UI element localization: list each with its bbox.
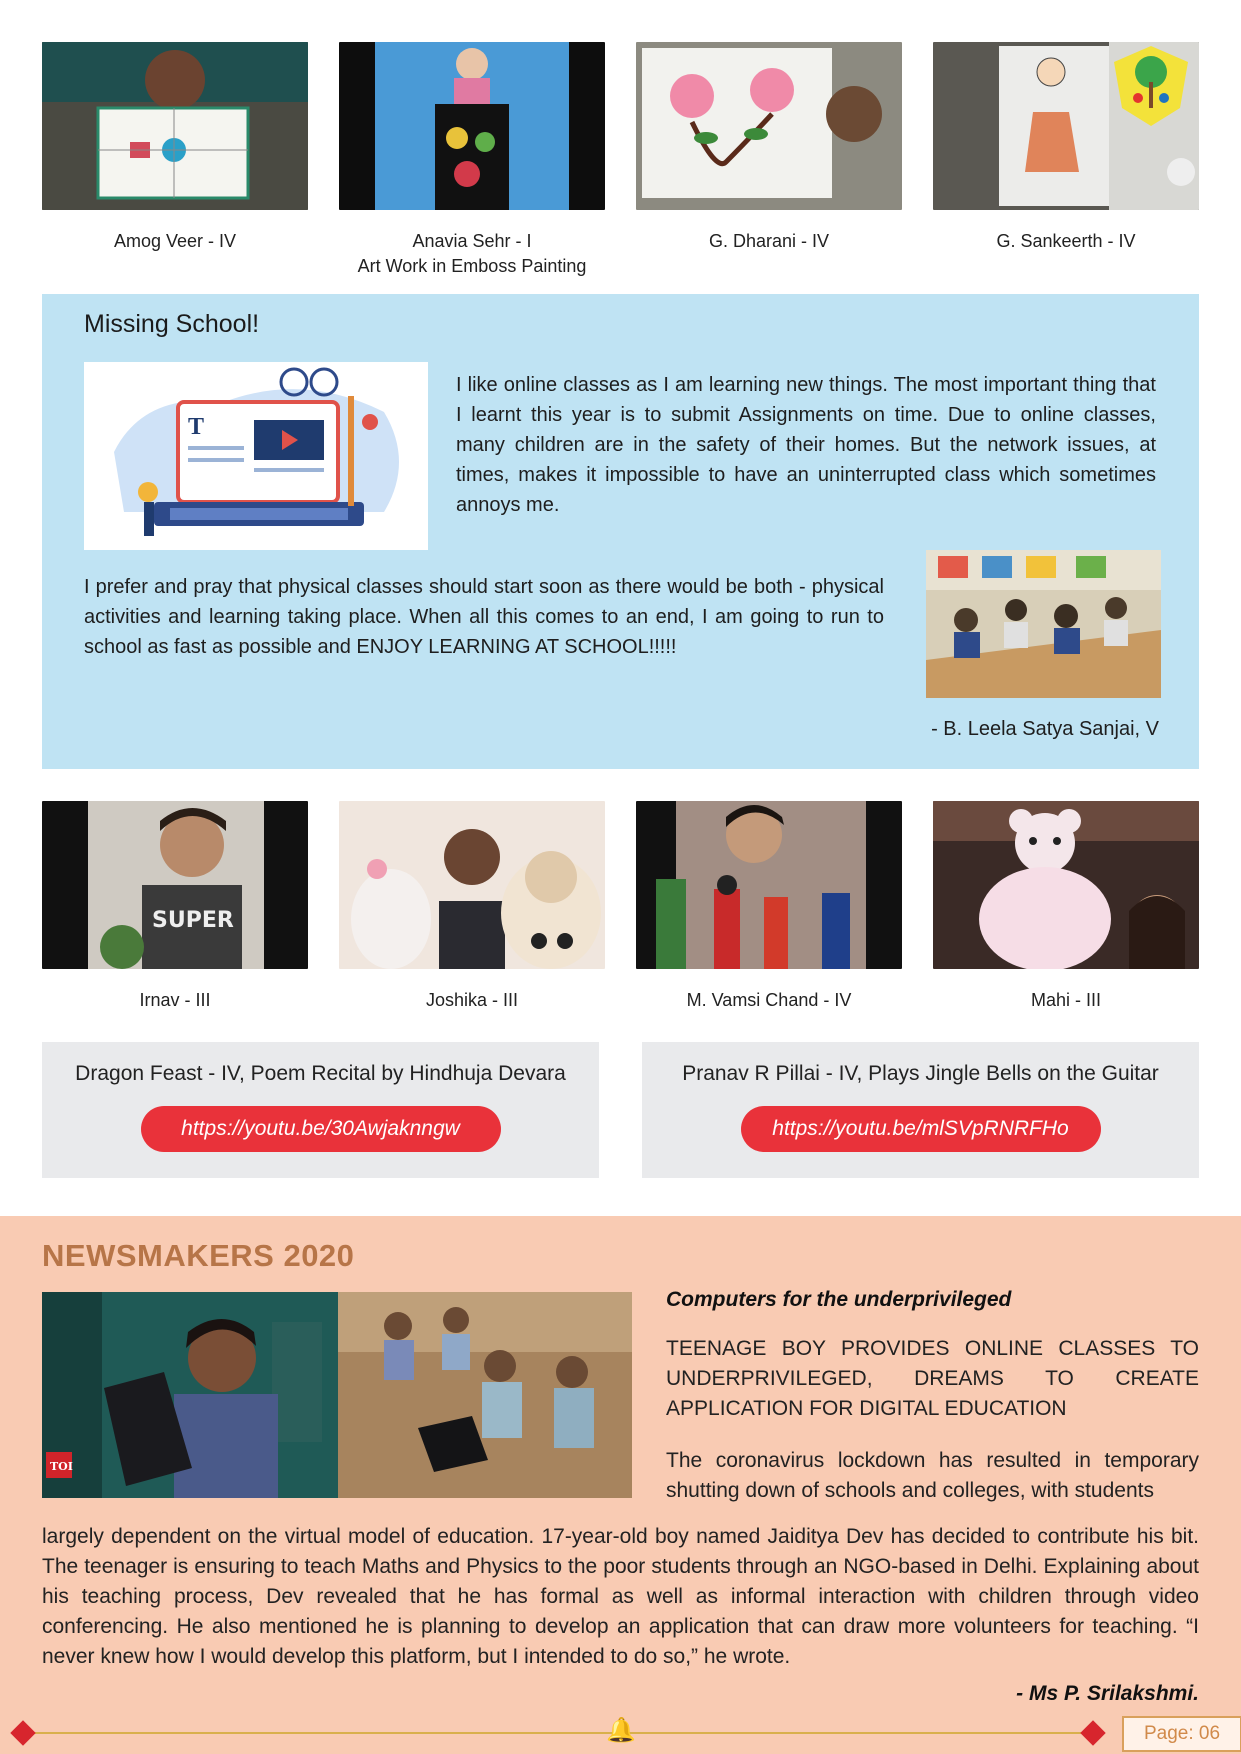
photo-joshika [339, 801, 605, 969]
newsmakers-headline [666, 1334, 1199, 1424]
footer-ornament-right-icon [1080, 1720, 1105, 1745]
footer-divider [20, 1732, 1100, 1734]
online-learning-illustration [84, 362, 428, 550]
caption-m-vamsi-chand: M. Vamsi Chand - IV [686, 990, 852, 1010]
svg-text:T: T [188, 414, 205, 440]
photo-mahi [933, 801, 1199, 969]
page-number: Page: 06 [1122, 1716, 1241, 1752]
footer-ornament-left-icon [10, 1720, 35, 1745]
newsmakers-photo [42, 1292, 632, 1498]
missing-school-panel [42, 294, 1199, 769]
newsmakers-headline-line1: TEENAGE BOY PROVIDES ONLINE CLASSES TO UNDERPRIVILEGED, DREAMS TO CREATE [666, 1337, 1199, 1390]
footer-bell-icon: 🔔 [606, 1717, 636, 1744]
panel-title: Missing School! [84, 310, 260, 338]
video-link-jingle-bells[interactable]: https://youtu.be/mlSVpRNRFHo [741, 1106, 1101, 1152]
caption-irnav: Irnav - III [139, 990, 211, 1010]
caption-anavia-artwork: Art Work in Emboss Painting [357, 256, 587, 276]
missing-school-para1: I like online classes as I am learning new things. The most important thing that I learnt this year is to submit Assignments on time. Due to online classes, many children are in the safety of their homes. But the network issues, at times, makes it impossible to have an uninterrupted class which sometimes annoys me. [456, 374, 1156, 516]
video-box-jingle-bells [642, 1042, 1199, 1178]
photo-amog-veer [42, 42, 308, 210]
caption-joshika: Joshika - III [425, 990, 519, 1010]
photo-g-dharani [636, 42, 902, 210]
newsmakers-title: NEWSMAKERS 2020 [42, 1238, 355, 1273]
missing-school-para2: I prefer and pray that physical classes should start soon as there would be both - physical activities and learning taking place. When all this comes to an end, I am going to run to school as fast as possible and ENJOY LEARNING AT SCHOOL!!!!! [84, 576, 884, 658]
video-title-jingle-bells: Pranav R Pillai - IV, Plays Jingle Bells on the Guitar [682, 1062, 1159, 1085]
toi-badge: TOI [50, 1460, 73, 1473]
classroom-photo [926, 550, 1161, 698]
newsmakers-subtitle: Computers for the underprivileged [666, 1288, 1012, 1311]
school-logo [1108, 42, 1194, 128]
video-title-dragon-feast: Dragon Feast - IV, Poem Recital by Hindhuja Devara [75, 1062, 566, 1085]
caption-amog-veer: Amog Veer - IV [113, 231, 237, 251]
caption-g-sankeerth: G. Sankeerth - IV [996, 231, 1136, 251]
newsmakers-signature: - Ms P. Srilakshmi. [1016, 1682, 1199, 1705]
newsmakers-section [0, 1216, 1241, 1754]
photo-anavia-sehr [339, 42, 605, 210]
caption-anavia-sehr: Anavia Sehr - I [412, 231, 532, 251]
photo-m-vamsi-chand [636, 801, 902, 969]
video-box-dragon-feast [42, 1042, 599, 1178]
caption-g-dharani: G. Dharani - IV [708, 231, 830, 251]
newsmakers-para1: The coronavirus lockdown has resulted in temporary shutting down of schools and colleges, with students [666, 1449, 1199, 1502]
photo-irnav [42, 801, 308, 969]
svg-text:SUPER: SUPER [152, 908, 234, 933]
missing-school-author: - B. Leela Satya Sanjai, V [931, 718, 1159, 740]
video-link-dragon-feast[interactable]: https://youtu.be/30Awjaknngw [141, 1106, 501, 1152]
caption-mahi: Mahi - III [1030, 990, 1101, 1010]
newsmakers-para2: largely dependent on the virtual model of education. 17-year-old boy named Jaiditya Dev has decided to contribute his bit. The teenager is ensuring to teach Maths and Physics to the poor students through an NGO-based in Delhi. Explaining about his teaching process, Dev revealed that he has formal as well as informal interaction with children through video conferencing. He also mentioned he is planning to develop an application that can draw more volunteers for teaching. “I never knew how I would develop this platform, but I intended to do so,” he wrote. [42, 1525, 1199, 1668]
newsmakers-headline-line2: APPLICATION FOR DIGITAL EDUCATION [666, 1397, 1067, 1420]
